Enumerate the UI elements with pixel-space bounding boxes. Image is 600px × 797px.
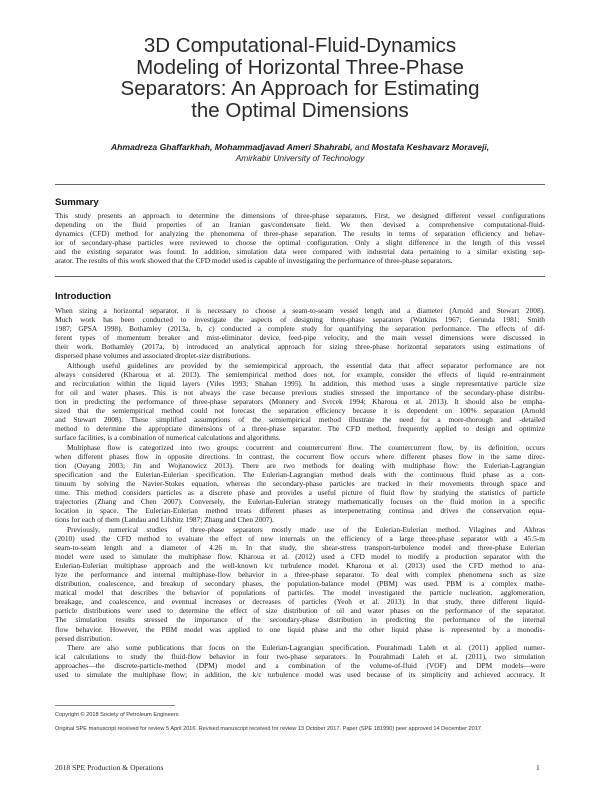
text-line: and the existing separator was found. In addition, simulation data were compared with industrial data pertaining to a similar existing sep- bbox=[55, 247, 545, 257]
intro-paragraph-1 bbox=[55, 306, 545, 360]
text-line: tions for each of them (Landau and Lifshitz 1987; Zhang and Chen 2007). bbox=[55, 515, 274, 525]
text-line: tion (Ouyang 2003; Jin and Wojtanowicz 2013). There are two methods for dealing with multiphase flow: the Eulerian-Lagrangian bbox=[55, 461, 545, 471]
text-line: method to determine the appropriate dimensions of a three-phase separator. The CFD method, frequently applied to design and optimize bbox=[55, 424, 545, 434]
text-line: and Stewart 2008). These simplified assumptions of the semiempirical method illustrate the need for a more-thorough and -detailed bbox=[55, 415, 545, 425]
page-number: 1 bbox=[536, 763, 540, 772]
text-line: location in space. The Eulerian-Eulerian method treats different phases as interpenetrating continua and drives the conservation equa- bbox=[55, 506, 545, 516]
summary-paragraph bbox=[55, 211, 545, 265]
author-list bbox=[60, 142, 540, 152]
text-line: always considered (Kharoua et al. 2013). The semiempirical method does not, for example, consider the effects of liquid re-entrainment bbox=[55, 370, 545, 380]
text-line: persed distribution. bbox=[55, 633, 113, 643]
title-line: 3D Computational-Fluid-Dynamics bbox=[143, 34, 457, 57]
text-line: breakage, and coalescence, and eventual increases or decreases of particles (Yeoh et al. 2013). In that study, three different liquid- bbox=[55, 597, 545, 607]
text-line: tinuum by solving the Navier-Stokes equation, whereas the secondary-phase particles are tracked in their movements through space and bbox=[55, 479, 545, 489]
text-line: Eulerian-Eulerian multiphase approach and the well-known k/ε turbulence model. Kharoua et al. (2013) used the CFD method to ana- bbox=[55, 561, 545, 571]
text-line: their work. Bothamley (2017a, b) introduced an analytical approach for sizing three-phase horizontal separators using estimations of bbox=[55, 342, 545, 352]
text-line: Although useful guidelines are provided by the semiempirical approach, the essential data that affect separator performance are not bbox=[67, 361, 545, 370]
affiliation: Amirkabir University of Technology bbox=[235, 153, 365, 163]
text-line: Previously, numerical studies of three-phase separators mostly made use of the Eulerian-Eulerian method. Vilagines and Akhras bbox=[67, 525, 545, 534]
text-line: Much work has been conducted to investigate the aspects of designing three-phase separators (Watkins 1967; Gerunda 1981; Smith bbox=[55, 315, 545, 325]
title-line: Separators: An Approach for Estimating bbox=[120, 77, 480, 100]
intro-paragraph-5 bbox=[55, 643, 545, 679]
manuscript-history: Original SPE manuscript received for review 5 April 2016. Revised manuscript received for review 13 October 2017. Paper (SPE 181990) peer approved 14 December 2017. bbox=[55, 726, 483, 732]
text-line: This study presents an approach to determine the dimensions of three-phase separators. First, we designed different vessel configurations bbox=[55, 211, 545, 220]
text-line: seam-to-seam length and a diameter of 4.26 m. In that study, the shear-stress transport-turbulence model and three-phase Eulerian bbox=[55, 543, 545, 553]
copyright-notice: Copyright © 2018 Society of Petroleum Engineers bbox=[55, 712, 179, 718]
text-line: lyze the performance and internal multiphase-flow behavior in a three-phase separator. To deal with complex phenomena such as size bbox=[55, 570, 545, 580]
text-line: time. This method considers particles as a discrete phase and provides a useful picture of fluid flow by studying the statistics of particle bbox=[55, 488, 545, 498]
text-line: distribution, coalescence, and breakup of secondary phases, the population-balance model (PBM) was used. PBM is a complex mathe- bbox=[55, 579, 545, 589]
text-line: ferent types of momentum breaker and mist-eliminator device, feed-pipe velocity, and the main vessel dimensions were discussed in bbox=[55, 333, 545, 343]
intro-paragraph-3 bbox=[55, 443, 545, 524]
text-line: trajectories (Zhang and Chen 2007). Conversely, the Eulerian-Eulerian strategy mathematically focuses on the fluid motion in a specific bbox=[55, 497, 545, 507]
text-line: matical model that describes the behavior of populations of particles. The model investigated the particle nucleation, agglomeration, bbox=[55, 588, 545, 598]
text-line: and recirculation within the liquid layers (Viles 1993; Shahan 1995). In addition, this method uses a single representative particle size bbox=[55, 379, 545, 389]
text-line: dynamics (CFD) method for analyzing the phenomena of three-phase separation. The results in terms of separation efficiency and behav- bbox=[55, 229, 545, 239]
text-line: model were used to simulate the multiphase flow. Kharoua et al. (2012) used a CFD model to modify a production separator with the bbox=[55, 552, 545, 562]
text-line: for oil and water phases. This is not always the case because previous studies stressed the importance of the secondary-phase distribu- bbox=[55, 388, 545, 398]
text-line: flow behavior. However, the PBM model was applied to one liquid phase and the other liquid phase is represented by a monodis- bbox=[55, 624, 545, 634]
authors-first: Ahmadreza Ghaffarkhah, Mohammadjavad Ameri Shahrabi, bbox=[110, 142, 353, 152]
text-line: ical calculations to study the fluid-flow behavior in four two-phase separators. In Pourahmadi Laleh et al. (2011), two simulation bbox=[55, 652, 545, 662]
text-line: 1987; GPSA 1998). Bothamley (2013a, b, c) conducted a complete study for quantifying the separation performance. The effects of dif- bbox=[55, 324, 545, 334]
text-line: depending on the fluid properties of an Iranian gas/condensate field. We then devised a comprehensive computational-fluid- bbox=[55, 220, 545, 230]
text-line: There are also some publications that focus on the Eulerian-Lagrangian specification. Pourahmadi Laleh et al. (2011) applied numer- bbox=[67, 643, 545, 652]
text-line: when different phases flow in opposite directions. In contrast, the cocurrent flow occurs where different phases flow in the same direc- bbox=[55, 452, 545, 462]
footnote-rule bbox=[55, 705, 175, 706]
text-line: specification and the Eulerian-Eulerian specification. The Eulerian-Lagrangian method deals with the continuous fluid phase as a con- bbox=[55, 470, 545, 480]
text-line: dispersed phase volumes and associated droplet-size distributions. bbox=[55, 351, 251, 361]
authors-last: Mostafa Keshavarz Moraveji, bbox=[371, 142, 490, 152]
text-line: (2010) used the CFD method to evaluate the effect of new internals on the efficiency of a large three-phase separator with a 45.5-m bbox=[55, 534, 545, 544]
text-line: used to simulate the multiphase flow; in addition, the k/ε turbulence model was used because of its simplicity and achieved accuracy. It bbox=[55, 670, 545, 680]
text-line: tion in predicting the performance of three-phase separators (Monnery and Svrcek 1994; Kharoua et al. 2013). It should also be empha- bbox=[55, 397, 545, 407]
introduction-heading: Introduction bbox=[55, 291, 111, 302]
text-line: approaches—the discrete-particle-method (DPM) model and a combination of the volume-of-fluid (VOF) and DPM models—were bbox=[55, 661, 545, 671]
authors-and: and bbox=[352, 142, 372, 152]
text-line: particle distributions were used to determine the effect of size distribution of oil and water phases on the performance of the separator. bbox=[55, 606, 545, 616]
summary-heading: Summary bbox=[55, 197, 99, 208]
text-line: When sizing a horizontal separator, it is necessary to choose a seam-to-seam vessel length and a diameter (Arnold and Stewart 2008). bbox=[55, 306, 545, 315]
summary-bottom-rule bbox=[55, 276, 545, 277]
title-line: the Optimal Dimensions bbox=[191, 98, 409, 122]
journal-footer: 2018 SPE Production & Operations bbox=[55, 763, 164, 772]
text-line: The simulation results stressed the importance of the secondary-phase distribution in predicting the performance of the internal bbox=[55, 615, 545, 625]
title-line: Modeling of Horizontal Three-Phase bbox=[136, 55, 464, 79]
summary-top-rule bbox=[55, 184, 545, 185]
text-line: Multiphase flow is categorized into two groups: cocurrent and countercurrent flow. The countercurrent flow, by its definition, occurs bbox=[67, 443, 545, 452]
text-line: arator. The results of this work showed that the CFD model used is capable of investigating the performance of three-phase separators. bbox=[55, 256, 453, 266]
paper-title bbox=[70, 35, 530, 121]
text-line: sized that the semiempirical method could not forecast the separation efficiency because it is dependent on 100% separation (Arnold bbox=[55, 406, 545, 416]
text-line: surface facilities, is a combination of numerical calculations and algorithms. bbox=[55, 433, 281, 443]
intro-paragraph-4 bbox=[55, 525, 545, 643]
intro-paragraph-2 bbox=[55, 361, 545, 442]
text-line: ior of secondary-phase particles were reviewed to choose the optimal configuration. Only a slight difference in the length of this vessel bbox=[55, 238, 545, 248]
